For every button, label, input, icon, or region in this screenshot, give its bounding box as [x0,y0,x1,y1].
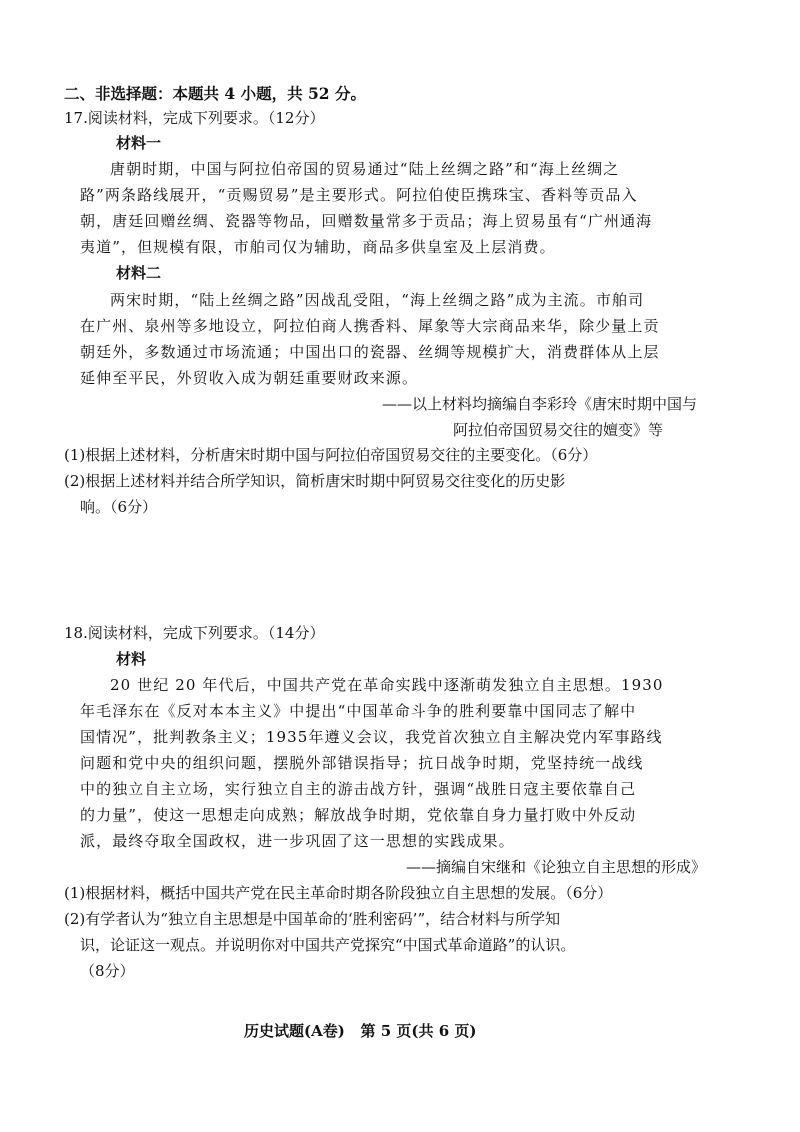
page-footer: 历史试题(A卷) 第 5 页(共 6 页) [244,1022,477,1040]
q17-source-line: 阿拉伯帝国贸易交往的嬗变》等 [453,421,664,439]
q18-material-label: 材料 [116,650,147,668]
q18-material-line: 年毛泽东在《反对本本主义》中提出“中国革命斗争的胜利要靠中国同志了解中 [80,702,637,720]
q18-material-line: 20 世纪 20 年代后，中国共产党在革命实践中逐渐萌发独立自主思想。1930 [110,676,664,694]
section-title: 二、非选择题：本题共 4 小题，共 52 分。 [64,84,366,103]
q18-material-line: 派，最终夺取全国政权，进一步巩固了这一思想的实践成果。 [80,832,515,850]
q18-material-line: 的力量”，使这一思想走向成熟；解放战争时期，党依靠自身力量打败中外反动 [80,806,637,824]
q18-material-line: 问题和党中央的组织问题，摆脱外部错误指导；抗日战争时期，党坚持统一战线 [80,754,644,772]
q17-question-1: (1)根据上述材料，分析唐宋时期中国与阿拉伯帝国贸易交往的主要变化。（6分） [64,446,598,464]
q17-material2-line: 朝廷外，多数通过市场流通；中国出口的瓷器、丝绸等规模扩大，消费群体从上层 [80,343,660,361]
q17-material1-line: 夷道”，但规模有限，市舶司仅为辅助，商品多供皇室及上层消费。 [80,238,556,256]
q18-question-2-points: （8分） [80,962,135,980]
q17-material2-line: 在广州、泉州等多地设立，阿拉伯商人携香料、犀象等大宗商品来华，除少量上贡 [80,317,660,335]
q17-material1-label: 材料一 [116,134,162,152]
q17-material1-line: 唐朝时期，中国与阿拉伯帝国的贸易通过“陆上丝绸之路”和“海上丝绸之 [110,160,620,178]
q17-material2-line: 延伸至平民，外贸收入成为朝廷重要财政来源。 [80,369,419,387]
q17-material2-label: 材料二 [116,264,162,282]
q18-material-line: 国情况”，批判教条主义；1935年遵义会议，我党首次独立自主解决党内军事路线 [80,728,663,746]
q17-source-line: ——以上材料均摘编自李彩玲《唐宋时期中国与 [382,395,698,413]
q18-question-1: (1)根据材料，概括中国共产党在民主革命时期各阶段独立自主思想的发展。（6分） [64,884,613,902]
q18-material-line: 中的独立自主立场，实行独立自主的游击战方针，强调“战胜日寇主要依靠自己 [80,780,637,798]
q17-question-2: (2)根据上述材料并结合所学知识，简析唐宋时期中阿贸易交往变化的历史影 [64,472,566,490]
q17-question-2-cont: 响。（6分） [80,498,158,516]
q17-prompt: 17.阅读材料，完成下列要求。（12分） [64,109,325,127]
q18-question-2: (2)有学者认为“独立自主思想是中国革命的‘胜利密码’”，结合材料与所学知 [64,910,561,928]
q18-question-2-cont: 识，论证这一观点。并说明你对中国共产党探究“中国式革命道路”的认识。 [80,936,576,954]
q18-prompt: 18.阅读材料，完成下列要求。（14分） [64,624,325,642]
q18-source: ——摘编自宋继和《论独立自主思想的形成》 [406,858,707,876]
q17-material2-line: 两宋时期，“陆上丝绸之路”因战乱受阻，“海上丝绸之路”成为主流。市舶司 [110,291,645,309]
q17-material1-line: 路”两条路线展开，“贡赐贸易”是主要形式。阿拉伯使臣携珠宝、香料等贡品入 [80,186,638,204]
q17-material1-line: 朝，唐廷回赠丝绸、瓷器等物品，回赠数量常多于贡品；海上贸易虽有“广州通海 [80,212,653,230]
